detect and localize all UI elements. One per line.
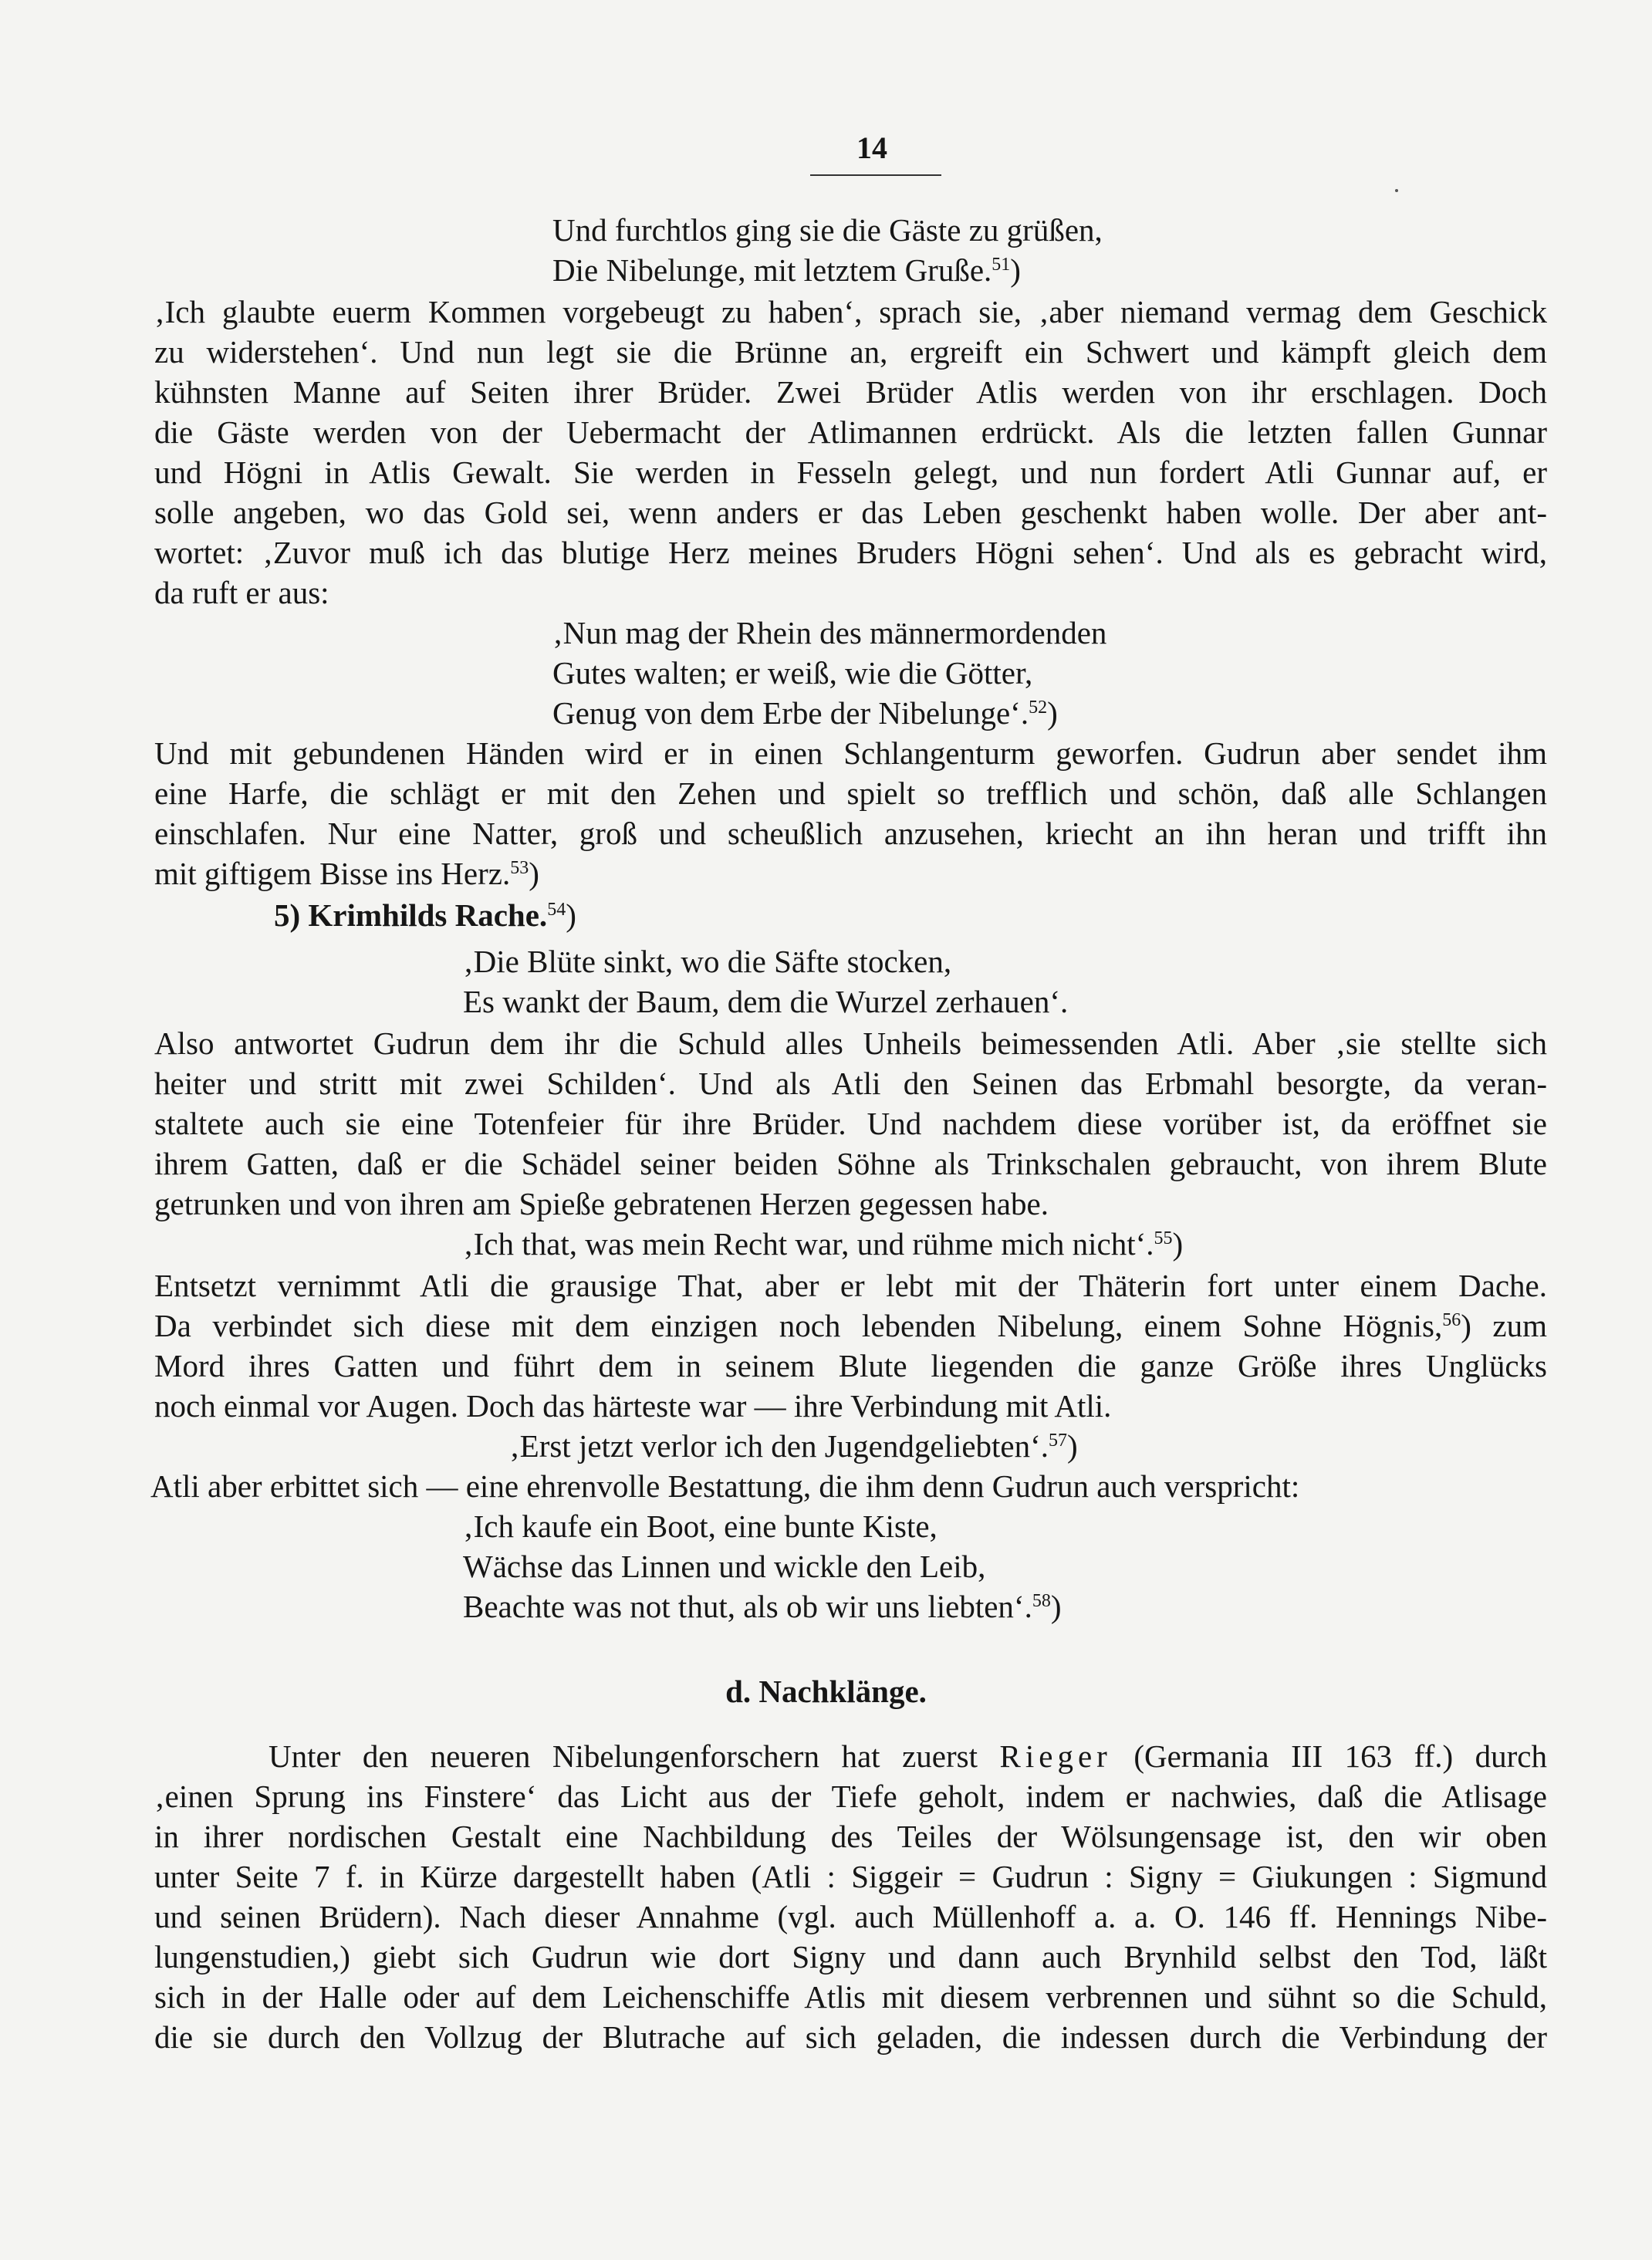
text-line: einschlafen. Nur eine Natter, groß und scheußlich anzusehen, kriecht an ihn heran und trifft ihn <box>154 816 1547 851</box>
page-number: 14 <box>856 130 887 165</box>
footnote-ref: 55 <box>1154 1228 1173 1248</box>
text-line: und seinen Brüdern). Nach dieser Annahme (vgl. auch Müllenhoff a. a. O. 146 ff. Hennings Nibe- <box>154 1899 1547 1934</box>
footnote-ref: 56 <box>1442 1310 1461 1330</box>
text-line: solle angeben, wo das Gold sei, wenn anders er das Leben geschenkt haben wolle. Der aber ant- <box>154 495 1547 530</box>
text-line: Und mit gebundenen Händen wird er in einen Schlangenturm geworfen. Gudrun aber sendet ihm <box>154 735 1547 771</box>
footnote-ref: 57 <box>1049 1431 1068 1451</box>
text-line: noch einmal vor Augen. Doch das härteste war — ihre Verbindung mit Atli. <box>154 1388 1112 1424</box>
text-line: ‚Die Blüte sinkt, wo die Säfte stocken, <box>463 944 952 979</box>
text-line: Die Nibelunge, mit letztem Gruße.$^{51}$) <box>552 252 1021 288</box>
footnote-ref: 52 <box>1029 698 1048 718</box>
text-line: sich in der Halle oder auf dem Leichenschiffe Atlis mit diesem verbrennen und sühnt so die Schuld, <box>154 1979 1547 2015</box>
text-line: ‚Ich that, was mein Recht war, und rühme mich nicht‘.$^{55}$) <box>463 1226 1184 1262</box>
text-line: heiter und stritt mit zwei Schilden‘. Und als Atli den Seinen das Erbmahl besorgte, da veran- <box>154 1066 1547 1101</box>
footnote-ref: 54 <box>547 900 566 920</box>
text-line: Mord ihres Gatten und führt dem in seinem Blute liegenden die ganze Größe ihres Unglücks <box>154 1348 1547 1383</box>
text-line: Beachte was not thut, als ob wir uns liebten‘.$^{58}$) <box>463 1589 1062 1624</box>
text-line: Also antwortet Gudrun dem ihr die Schuld alles Unheils beimessenden Atli. Aber ‚sie stellte sich <box>154 1025 1547 1061</box>
text-line: Da verbindet sich diese mit dem einzigen noch lebenden Nibelung, einem Sohne Högnis,$^{56}$) zum <box>154 1308 1547 1343</box>
section-heading: 5) Krimhilds Rache.$^{54}$) <box>274 897 576 933</box>
text-line: ihrem Gatten, daß er die Schädel seiner beiden Söhne als Trinkschalen gebraucht, von ihrem Blute <box>154 1146 1547 1181</box>
text-line: ‚Erst jetzt verlor ich den Jugendgeliebten‘.$^{57}$) <box>509 1428 1078 1464</box>
text-line: mit giftigem Bisse ins Herz.$^{53}$) <box>154 856 539 891</box>
text-line: Wächse das Linnen und wickle den Leib, <box>463 1549 986 1584</box>
text-line: ‚Nun mag der Rhein des männermordenden <box>552 615 1107 650</box>
text-line: Es wankt der Baum, dem die Wurzel zerhauen‘. <box>463 984 1069 1019</box>
text-line: eine Harfe, die schlägt er mit den Zehen und spielt so trefflich und schön, daß alle Schlangen <box>154 775 1547 811</box>
text-line: da ruft er aus: <box>154 575 329 610</box>
section-heading: d. Nachklänge. <box>725 1674 927 1709</box>
text-line: lungenstudien,) giebt sich Gudrun wie dort Signy und dann auch Brynhild selbst den Tod, läßt <box>154 1939 1547 1975</box>
text-line: Gutes walten; er weiß, wie die Götter, <box>552 655 1033 691</box>
footnote-ref: 53 <box>510 858 529 878</box>
text-line: die Gäste werden von der Uebermacht der Atlimannen erdrückt. Als die letzten fallen Gunnar <box>154 414 1547 450</box>
text-line: getrunken und von ihren am Spieße gebratenen Herzen gegessen habe. <box>154 1186 1049 1221</box>
text-line: Unter den neueren Nibelungenforschern hat zuerst Rieger (Germania III 163 ff.) durch <box>269 1738 1548 1774</box>
text-line: staltete auch sie eine Totenfeier für ihre Brüder. Und nachdem diese vorüber ist, da eröffnet sie <box>154 1106 1547 1141</box>
text-line: und Högni in Atlis Gewalt. Sie werden in Fesseln gelegt, und nun fordert Atli Gunnar auf, er <box>154 454 1547 490</box>
page-number-rule <box>810 174 941 176</box>
text-line: die sie durch den Vollzug der Blutrache auf sich geladen, die indessen durch die Verbindung der <box>154 2019 1547 2055</box>
text-line: Entsetzt vernimmt Atli die grausige That, aber er lebt mit der Thäterin fort unter einem Dache. <box>154 1268 1547 1303</box>
text-line: Atli aber erbittet sich — eine ehrenvolle Bestattung, die ihm denn Gudrun auch verspricht: <box>150 1468 1300 1504</box>
text-line: kühnsten Manne auf Seiten ihrer Brüder. Zwei Brüder Atlis werden von ihr erschlagen. Doch <box>154 374 1547 410</box>
text-line: in ihrer nordischen Gestalt eine Nachbildung des Teiles der Wölsungensage ist, den wir oben <box>154 1819 1547 1854</box>
text-line: ‚Ich glaubte euerm Kommen vorgebeugt zu haben‘, sprach sie, ‚aber niemand vermag dem Geschick <box>154 294 1547 329</box>
text-line: zu widerstehen‘. Und nun legt sie die Brünne an, ergreift ein Schwert und kämpft gleich dem <box>154 334 1547 370</box>
text-line: wortet: ‚Zuvor muß ich das blutige Herz meines Bruders Högni sehen‘. Und als es gebracht wird, <box>154 535 1547 570</box>
footnote-ref: 51 <box>992 255 1011 275</box>
text-line: unter Seite 7 f. in Kürze dargestellt haben (Atli : Siggeir = Gudrun : Signy = Giukungen : Sigmund <box>154 1859 1547 1894</box>
speck <box>1395 189 1398 192</box>
author-name: Rieger <box>999 1738 1112 1774</box>
text-line: ‚einen Sprung ins Finstere‘ das Licht aus der Tiefe geholt, indem er nachwies, daß die Atlisage <box>154 1779 1547 1814</box>
footnote-ref: 58 <box>1032 1591 1051 1611</box>
text-line: Und furchtlos ging sie die Gäste zu grüßen, <box>552 212 1103 248</box>
text-line: Genug von dem Erbe der Nibelunge‘.$^{52}$) <box>552 695 1058 731</box>
text-line: ‚Ich kaufe ein Boot, eine bunte Kiste, <box>463 1508 937 1544</box>
